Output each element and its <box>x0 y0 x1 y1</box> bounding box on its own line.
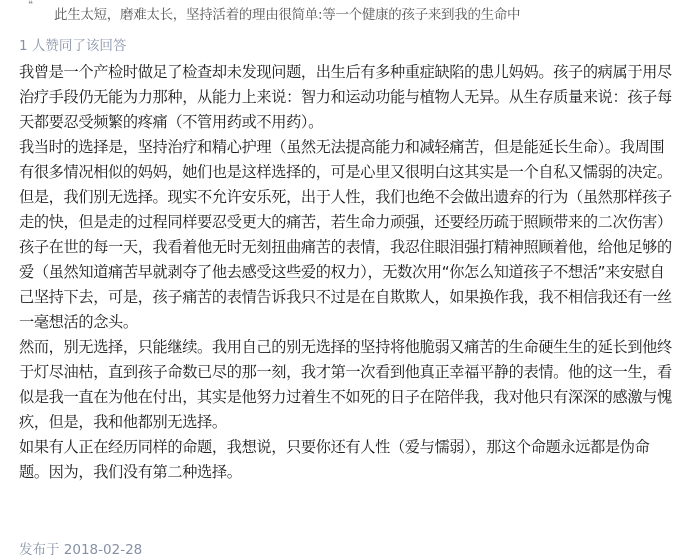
answer-paragraph: 我曾是一个产检时做足了检查却未发现问题，出生后有多种重症缺陷的患儿妈妈。孩子的病属于用尽治疗手段仍无能为力那种，从能力上来说：智力和运动功能与植物人无异。从生存质量来说：孩子每天都要忍受频繁的疼痛（不管用药或不用药）。 <box>19 63 672 131</box>
quote-mark-icon: ❝ <box>28 0 33 10</box>
publish-date[interactable]: 发布于 2018-02-28 <box>19 542 143 558</box>
answer-paragraph: 如果有人正在经历同样的命题，我想说，只要你还有人性（爱与懦弱），那这个命题永远都是伪命题。因为，我们没有第二种选择。 <box>19 438 650 481</box>
vote-count[interactable]: 1 人赞同了该回答 <box>19 38 127 54</box>
answer-paragraph: 我当时的选择是，坚持治疗和精心护理（虽然无法提高能力和减轻痛苦，但是能延长生命）。我周围有很多情况相似的妈妈，她们也是这样选择的，可是心里又很明白这其实是一个自私又懦弱的决定。 <box>19 138 672 181</box>
collapsed-quote[interactable] <box>0 0 686 30</box>
answer-paragraph: 但是，我们别无选择。现实不允许安乐死，出于人性，我们也绝不会做出遗弃的行为（虽然那样孩子走的快，但是走的过程同样要忍受更大的痛苦，若生命力顽强，还要经历疏于照顾带来的二次伤害） <box>19 188 672 231</box>
answer-paragraph: 然而，别无选择，只能继续。我用自己的别无选择的坚持将他脆弱又痛苦的生命硬生生的延长到他终于灯尽油枯，直到孩子命数已尽的那一刻，我才第一次看到他真正幸福平静的表情。他的这一生，看似是我一直在为他在付出，其实是他努力过着生不如死的日子在陪伴我，我对他只有深深的感激与愧疚，但是，我和他都别无选择。 <box>19 338 672 431</box>
answer-paragraph: 孩子在世的每一天，我看着他无时无刻扭曲痛苦的表情，我忍住眼泪强打精神照顾着他，给他足够的爱（虽然知道痛苦早就剥夺了他去感受这些爱的权力），无数次用“你怎么知道孩子不想活”来安慰自己坚持下去，可是，孩子痛苦的表情告诉我只不过是在自欺欺人，如果换作我，我不相信我还有一丝一毫想活的念头。 <box>19 238 672 331</box>
answer-content <box>19 60 675 485</box>
quote-text: 此生太短，磨难太长，坚持活着的理由很简单:等一个健康的孩子来到我的生命中 <box>54 7 521 23</box>
